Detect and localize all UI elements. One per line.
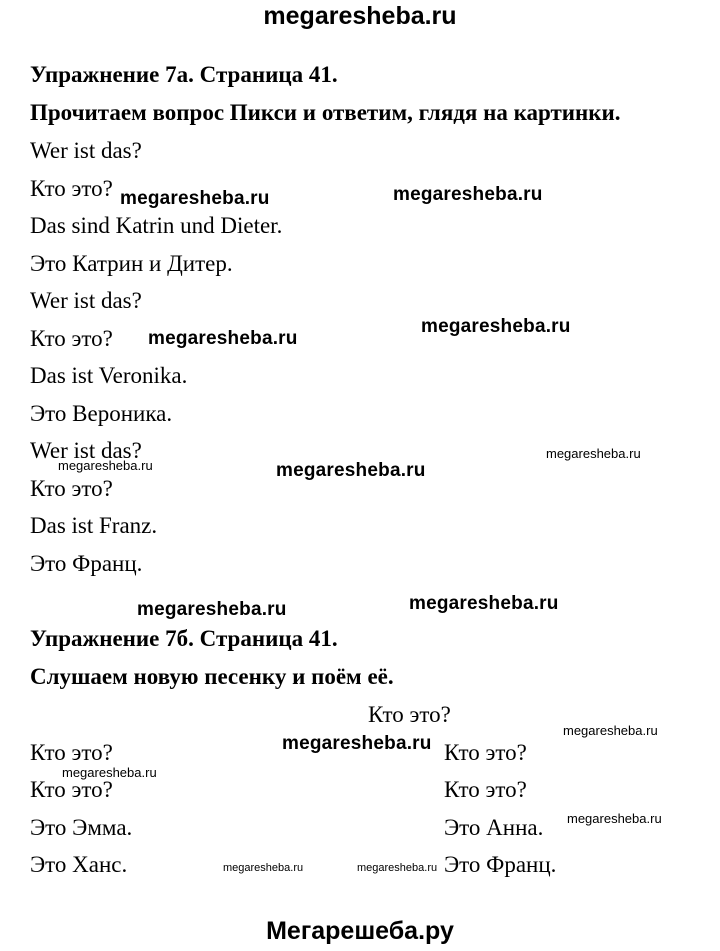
text-line: Wer ist das? [30, 288, 142, 313]
song-right-line: Кто это? [444, 777, 527, 802]
text-line: Кто это? [30, 176, 113, 201]
text-line: Wer ist das? [30, 438, 142, 463]
watermark: megaresheba.ru [62, 765, 157, 780]
watermark: megaresheba.ru [223, 862, 304, 874]
song-left-line: Кто это? [30, 740, 113, 765]
text-line: Das ist Franz. [30, 513, 158, 538]
watermark: megaresheba.ru [282, 733, 432, 754]
watermark: megaresheba.ru [409, 593, 559, 614]
watermark: megaresheba.ru [393, 184, 543, 205]
text-line: Кто это? [30, 326, 113, 351]
watermark: megaresheba.ru [276, 460, 426, 481]
watermark: megaresheba.ru [137, 599, 287, 620]
watermark: megaresheba.ru [421, 316, 571, 337]
exercise-7b-title: Упражнение 7б. Страница 41. [30, 626, 338, 651]
text-line: Wer ist das? [30, 138, 142, 163]
watermark: megaresheba.ru [148, 328, 298, 349]
song-left-line: Это Ханс. [30, 852, 128, 877]
watermark: megaresheba.ru [357, 862, 438, 874]
song-right-line: Это Анна. [444, 815, 544, 840]
watermark: megaresheba.ru [120, 188, 270, 209]
song-right-line: Это Франц. [444, 852, 557, 877]
song-center-line: Кто это? [368, 702, 451, 727]
site-footer: Мегарешеба.ру [266, 917, 454, 945]
text-line: Кто это? [30, 476, 113, 501]
song-left-line: Кто это? [30, 777, 113, 802]
song-right-line: Кто это? [444, 740, 527, 765]
watermark: megaresheba.ru [567, 811, 662, 826]
text-line: Das sind Katrin und Dieter. [30, 213, 283, 238]
watermark: megaresheba.ru [563, 723, 658, 738]
text-line: Это Катрин и Дитер. [30, 251, 233, 276]
text-line: Это Франц. [30, 551, 143, 576]
text-line: Это Вероника. [30, 401, 173, 426]
text-line: Das ist Veronika. [30, 363, 188, 388]
watermark: megaresheba.ru [58, 458, 153, 473]
song-left-line: Это Эмма. [30, 815, 133, 840]
watermark: megaresheba.ru [546, 446, 641, 461]
exercise-7a-instruction: Прочитаем вопрос Пикси и ответим, глядя на картинки. [30, 100, 621, 125]
exercise-7a-title: Упражнение 7а. Страница 41. [30, 62, 338, 87]
site-header: megaresheba.ru [263, 2, 457, 30]
exercise-7b-instruction: Слушаем новую песенку и поём её. [30, 664, 394, 689]
